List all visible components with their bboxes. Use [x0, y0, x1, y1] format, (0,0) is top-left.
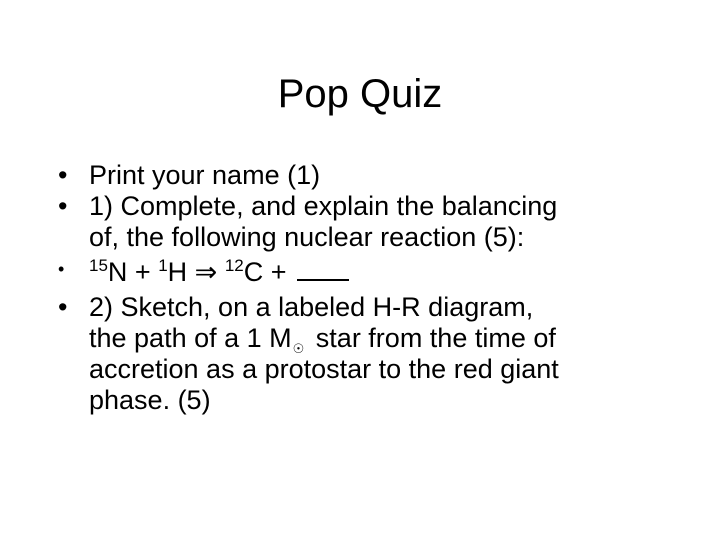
bullet-text-line: 2) Sketch, on a labeled H-R diagram,	[89, 292, 534, 322]
answer-blank	[297, 257, 349, 281]
bullet-icon: •	[58, 292, 68, 322]
element-hydrogen: H	[167, 257, 188, 287]
bullet-text: Print your name (1)	[89, 160, 321, 190]
mass-number-nitrogen: 15	[89, 256, 108, 275]
bullet-item-question-2: • 2) Sketch, on a labeled H-R diagram, the path of a 1 M☉ star from the time of accretion as a protostar to the red giant phase. (5)	[58, 292, 559, 415]
slide-title: Pop Quiz	[277, 72, 443, 116]
bullet-list	[56, 160, 666, 416]
bullet-text-line: star from the time of	[308, 323, 556, 353]
bullet-text-line: of, the following nuclear reaction (5):	[89, 222, 525, 252]
bullet-icon: •	[58, 160, 68, 190]
bullet-icon: •	[58, 259, 65, 279]
bullet-text-line: 1) Complete, and explain the balancing	[89, 191, 558, 221]
reaction-arrow-icon: ⇒	[187, 257, 225, 287]
bullet-text-line: the path of a 1 M	[89, 323, 292, 353]
element-carbon: C	[243, 257, 264, 287]
mass-number-carbon: 12	[224, 256, 244, 275]
element-nitrogen: N	[107, 257, 128, 287]
bullet-text-line: phase. (5)	[89, 385, 211, 415]
bullet-item-nuclear-equation	[56, 257, 666, 288]
bullet-item-print-name	[56, 160, 666, 191]
plus-sign: +	[127, 257, 159, 287]
bullet-icon: •	[58, 191, 68, 221]
mass-number-hydrogen: 1	[158, 256, 168, 275]
bullet-item-question-1	[56, 191, 666, 253]
bullet-text-line: accretion as a protostar to the red giant	[89, 354, 559, 384]
plus-sign: +	[263, 257, 295, 287]
